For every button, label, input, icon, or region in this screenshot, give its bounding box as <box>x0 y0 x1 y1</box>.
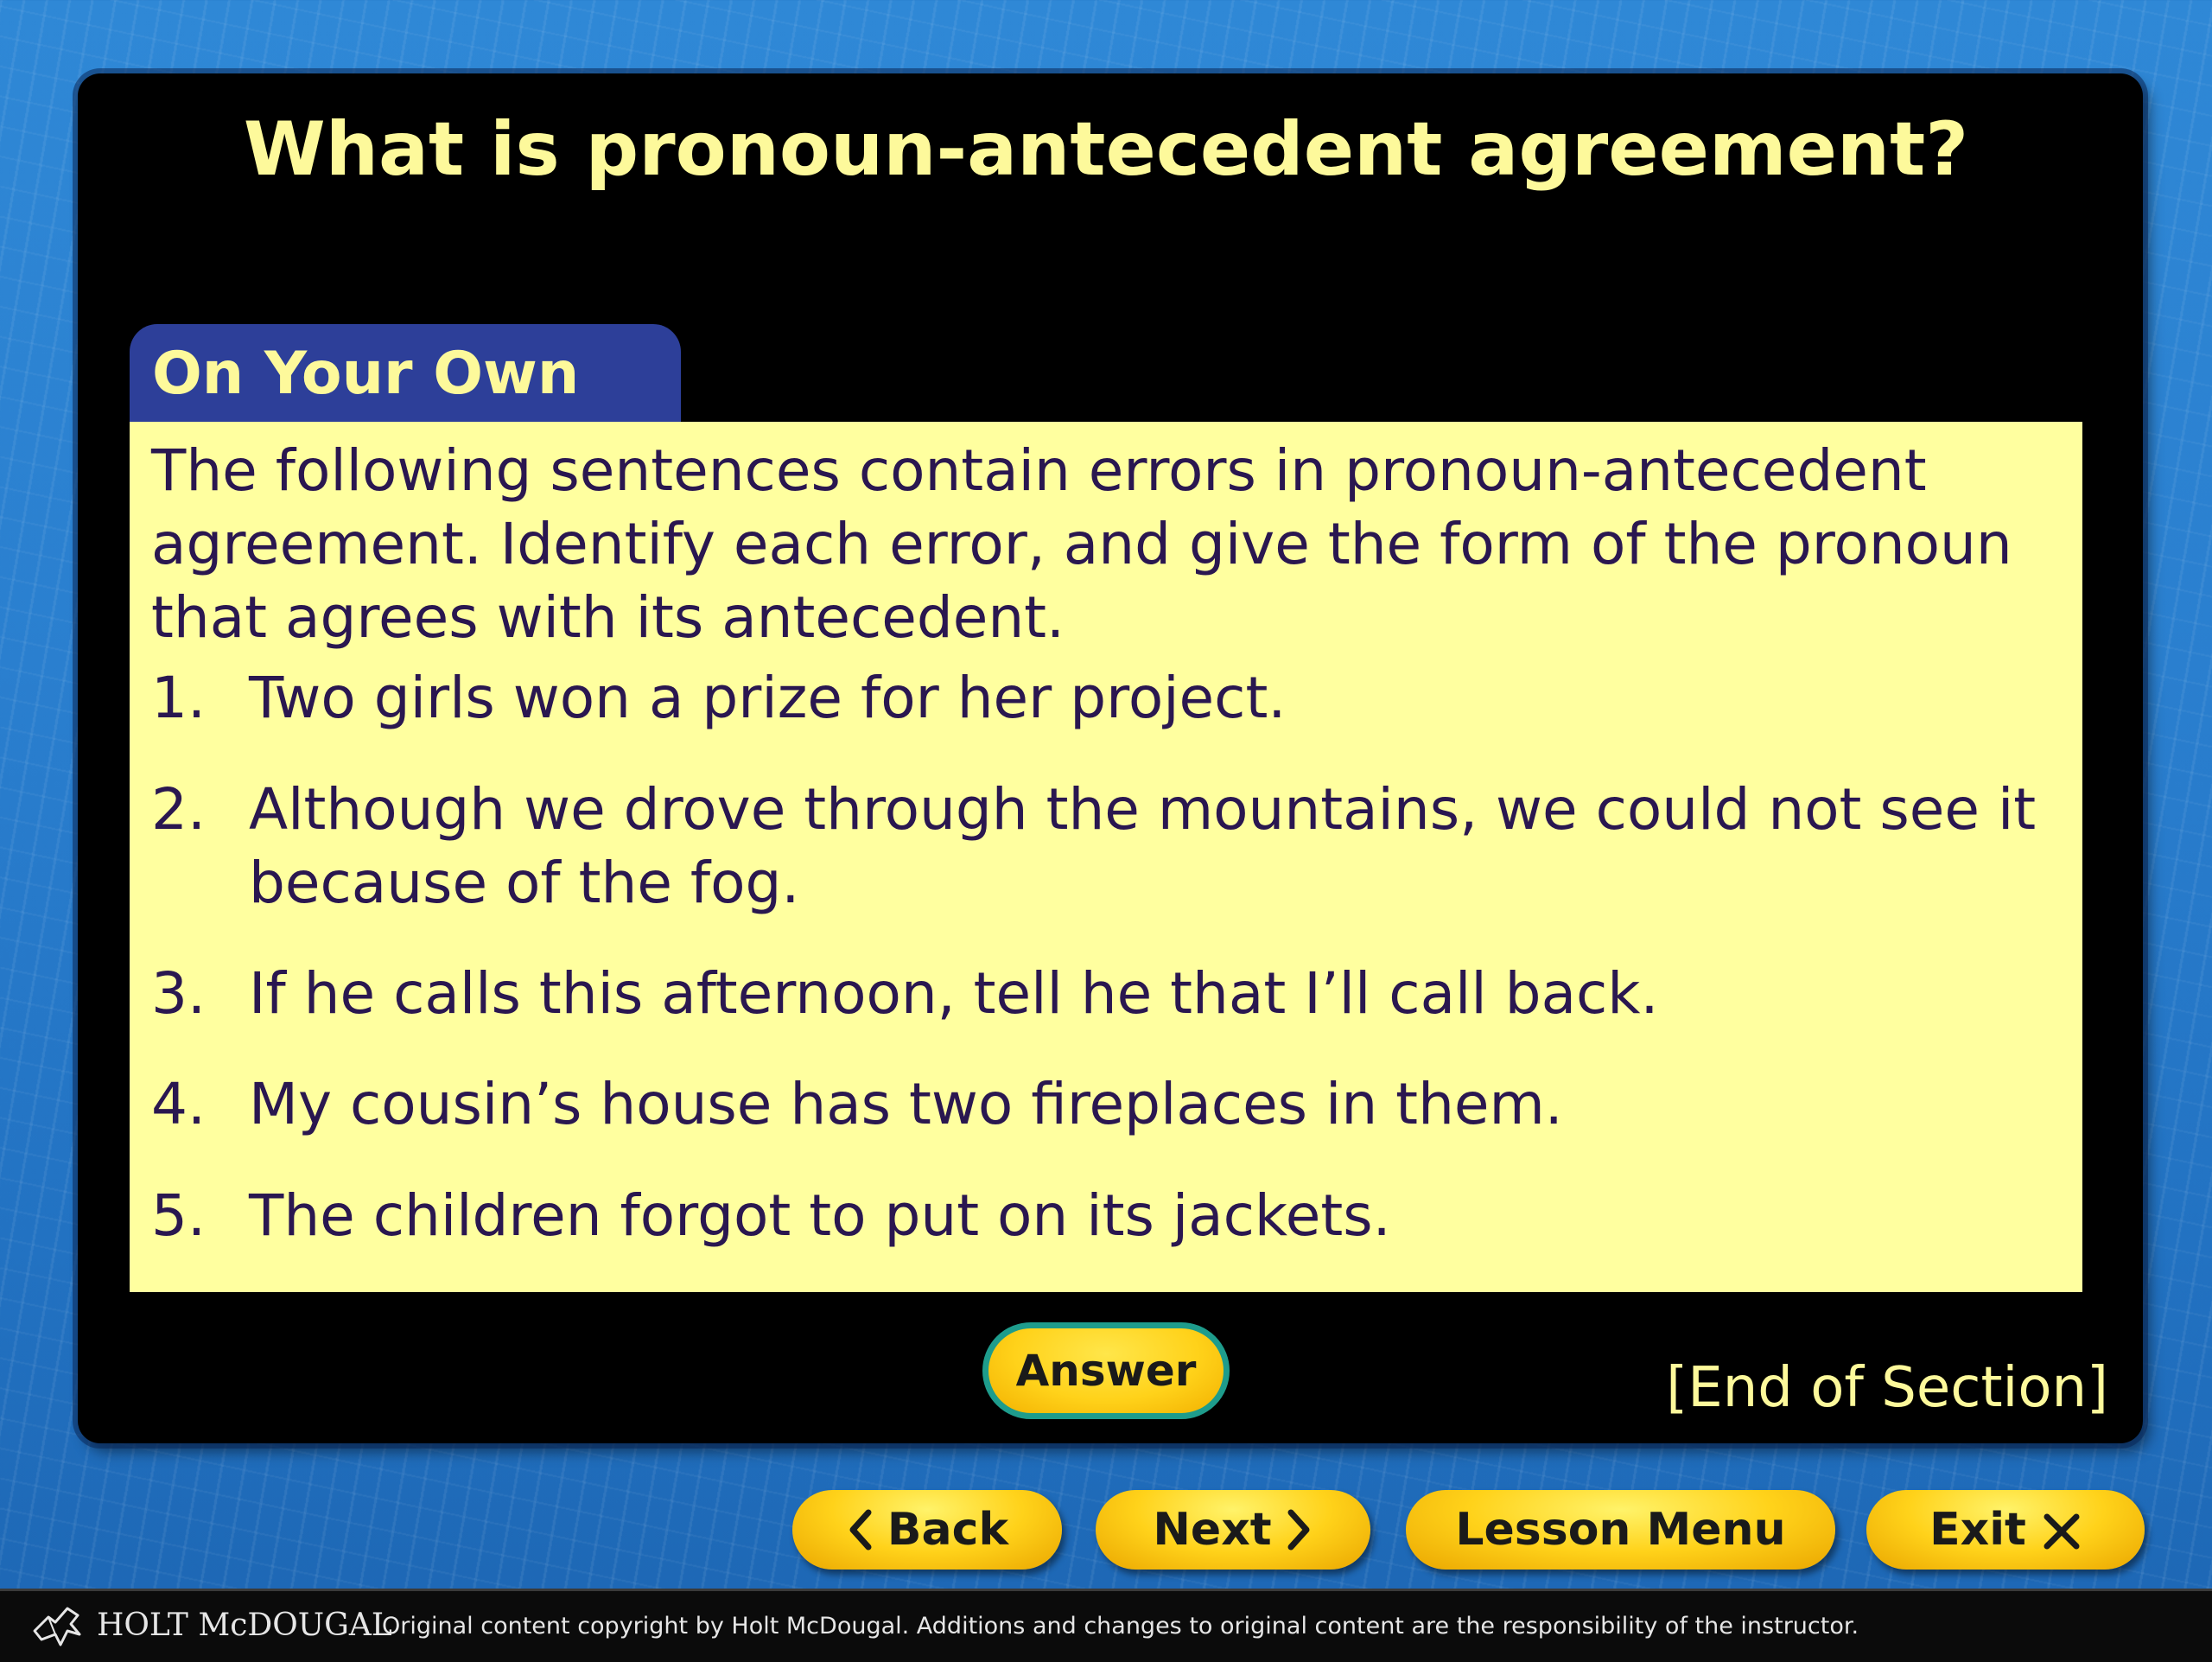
item-number: 2. <box>151 776 206 843</box>
exercise-item-4 <box>151 1067 2069 1141</box>
close-icon <box>2042 1512 2082 1551</box>
exercise-item-1 <box>151 661 2069 735</box>
next-button[interactable] <box>1096 1490 1370 1570</box>
chevron-left-icon <box>846 1507 875 1552</box>
exercise-item-3 <box>151 957 2069 1030</box>
item-number: 3. <box>151 960 206 1027</box>
end-of-section-link[interactable]: [End of Section] <box>1666 1356 2108 1420</box>
exercise-item-5 <box>151 1179 2069 1252</box>
exercise-instructions: The following sentences contain errors in pronoun-antecedent agreement. Identify each error, and give the form of the pronoun that agrees with its antecedent. <box>151 437 2012 651</box>
exercise-box <box>130 422 2082 1292</box>
back-label: Back <box>887 1504 1009 1556</box>
item-number: 5. <box>151 1182 206 1249</box>
answer-button[interactable]: Answer <box>982 1322 1230 1419</box>
exit-button[interactable] <box>1866 1490 2145 1570</box>
item-text: The children forgot to put on its jackets. <box>249 1182 1391 1249</box>
chevron-right-icon <box>1284 1507 1313 1552</box>
holt-mcdougal-logo-icon <box>29 1600 83 1653</box>
slide-title: What is pronoun-antecedent agreement? <box>243 106 1969 193</box>
copyright-notice: Original content copyright by Holt McDougal. Additions and changes to original content are the responsibility of the instructor. <box>382 1613 1859 1640</box>
exit-label: Exit <box>1929 1504 2026 1556</box>
item-text: My cousin’s house has two fireplaces in them. <box>249 1071 1563 1137</box>
footer-bar <box>0 1589 2212 1662</box>
item-number: 4. <box>151 1071 206 1137</box>
lesson-menu-button[interactable] <box>1406 1490 1835 1570</box>
section-tab-label: On Your Own <box>152 340 580 408</box>
item-text: Two girls won a prize for her project. <box>249 665 1287 731</box>
item-text: If he calls this afternoon, tell he that I’ll call back. <box>249 960 1659 1027</box>
item-number: 1. <box>151 665 206 731</box>
next-label: Next <box>1153 1504 1272 1556</box>
back-button[interactable] <box>792 1490 1062 1570</box>
section-tab <box>130 324 681 423</box>
lesson-menu-label: Lesson Menu <box>1455 1504 1786 1556</box>
exercise-item-2 <box>151 773 2069 920</box>
publisher-name: HOLT McDOUGAL <box>97 1608 392 1643</box>
item-text: Although we drove through the mountains, we could not see it because of the fog. <box>249 776 2037 916</box>
